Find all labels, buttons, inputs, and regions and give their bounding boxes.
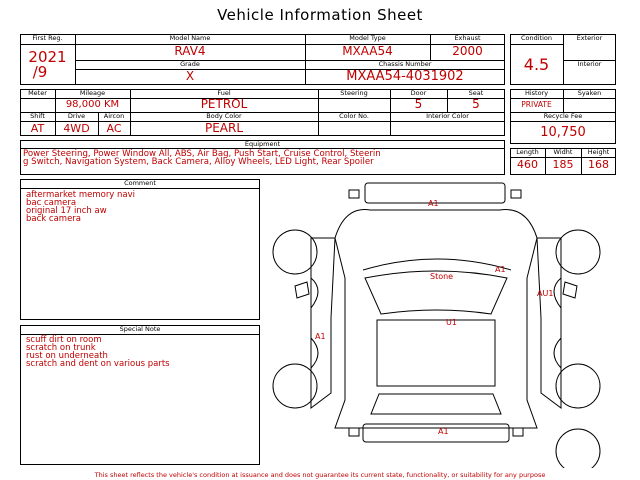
wheel-rear-right	[556, 364, 600, 408]
comment-label: Comment	[124, 179, 156, 187]
damage-left-side: A1	[315, 332, 326, 341]
recycle-fee-label: Recycle Fee	[543, 112, 583, 120]
body-color-label: Body Color	[206, 112, 242, 120]
recycle-fee-value: 10,750	[540, 125, 586, 140]
color-no-label: Color No.	[339, 112, 369, 120]
model-name-value: RAV4	[174, 44, 206, 58]
seat-value: 5	[472, 97, 480, 111]
exhaust-value: 2000	[452, 44, 483, 58]
footer-disclaimer: This sheet reflects the vehicle's condition at issuance and does not guarantee its current state, functionality, or suitability for any purpose	[94, 471, 546, 479]
shift-value: AT	[30, 122, 45, 135]
fuel-label: Fuel	[217, 89, 231, 97]
special-note-label: Special Note	[119, 325, 161, 333]
chassis-number-value: MXAA54-4031902	[346, 69, 464, 84]
history-value: PRIVATE	[521, 100, 552, 109]
first-reg-label: First Reg.	[32, 34, 63, 42]
mileage-value: 98,000 KM	[65, 99, 120, 110]
damage-hood: Stone	[430, 272, 454, 281]
steering-label: Steering	[340, 89, 368, 97]
drive-label: Drive	[67, 112, 86, 120]
interior-color-label: Interior Color	[426, 112, 469, 120]
height-label: Height	[587, 148, 610, 156]
condition-value: 4.5	[523, 55, 550, 74]
equipment-label: Equipment	[244, 140, 281, 148]
spare-wheel	[556, 429, 600, 468]
drive-value: 4WD	[63, 122, 90, 135]
special-note-line: scratch and dent on various parts	[26, 359, 170, 369]
first-reg-month: /9	[32, 63, 48, 81]
car-damage-diagram	[265, 178, 625, 468]
wheel-front-left	[273, 230, 317, 274]
model-type-value: MXAA54	[342, 44, 393, 58]
comment-line: back camera	[26, 214, 81, 224]
exterior-label: Exterior	[576, 34, 603, 42]
special-note-line: scratch on trunk	[26, 343, 96, 353]
comment-line: bac camera	[26, 198, 77, 208]
wheel-rear-left	[273, 364, 317, 408]
interior-label: Interior	[577, 60, 602, 68]
length-value: 460	[517, 158, 538, 171]
special-note-line: rust on underneath	[26, 351, 108, 361]
special-note-line: scuff dirt on room	[26, 335, 102, 345]
damage-right-side: AU1	[537, 289, 554, 298]
height-value: 168	[588, 158, 609, 171]
roof	[377, 320, 495, 386]
comment-line: original 17 inch aw	[26, 206, 107, 216]
grade-value: X	[185, 69, 195, 83]
damage-windshield: A1	[495, 265, 506, 274]
model-name-label: Model Name	[169, 34, 211, 42]
body-outline	[335, 238, 537, 428]
shift-label: Shift	[30, 112, 45, 120]
width-value: 185	[552, 158, 574, 171]
exhaust-label: Exhaust	[454, 34, 481, 42]
damage-roof: U1	[446, 318, 457, 327]
equipment-line-2: g Switch, Navigation System, Back Camera, Alloy Wheels, LED Light, Rear Spoiler	[23, 157, 374, 167]
sheet-title: Vehicle Information Sheet	[217, 6, 423, 24]
syaken-label: Syaken	[577, 89, 602, 97]
first-reg-year: 2021	[28, 48, 67, 66]
body-color-value: PEARL	[204, 121, 244, 135]
history-label: History	[524, 89, 549, 97]
chassis-number-label: Chassis Number	[378, 60, 432, 68]
grade-label: Grade	[180, 60, 200, 68]
rear-bumper	[363, 424, 509, 442]
hood-outline	[335, 210, 537, 238]
condition-label: Condition	[520, 34, 553, 42]
aircon-label: Aircon	[103, 112, 125, 120]
aircon-value: AC	[106, 122, 122, 135]
door-value: 5	[414, 97, 423, 111]
model-type-label: Model Type	[349, 34, 386, 42]
door-label: Door	[410, 89, 427, 97]
rear-window	[371, 394, 501, 414]
seat-label: Seat	[468, 89, 484, 97]
damage-front: A1	[428, 199, 439, 208]
equipment-line-1: Power Steering, Power Window All, ABS, Air Bag, Push Start, Cruise Control, Steerin	[23, 149, 381, 159]
fuel-value: PETROL	[200, 97, 248, 111]
meter-label: Meter	[28, 89, 47, 97]
mileage-label: Mileage	[79, 89, 106, 97]
length-label: Length	[516, 148, 539, 156]
wheel-front-right	[556, 230, 600, 274]
width-label: Widht	[553, 148, 573, 156]
comment-line: aftermarket memory navi	[26, 190, 136, 200]
damage-rear: A1	[438, 427, 449, 436]
